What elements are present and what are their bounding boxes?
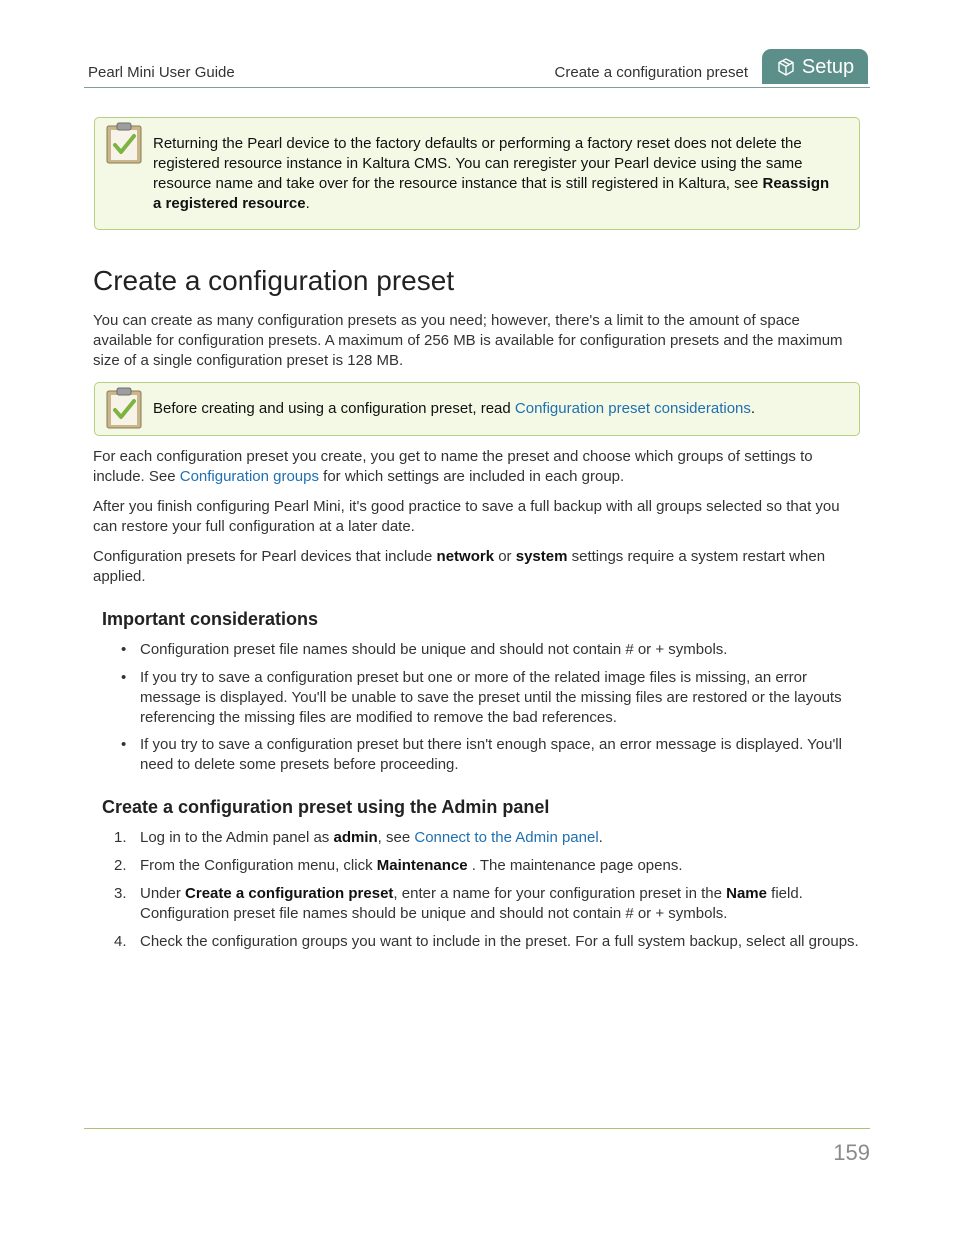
page-header xyxy=(84,48,870,88)
considerations-heading: Important considerations xyxy=(102,609,319,629)
groups-paragraph: For each configuration preset you create, you get to name the preset and choose which groups of settings to include. See Configuration groups for which settings are included in each group. xyxy=(93,448,813,485)
page-title: Create a configuration preset xyxy=(93,265,455,296)
cube-icon xyxy=(776,57,796,77)
footer-divider xyxy=(84,1128,870,1129)
step-item: 4. Check the configuration groups you want to include in the preset. For a full system backup, select all groups. xyxy=(114,933,859,950)
step-item: 3. Under Create a configuration preset, enter a name for your configuration preset in the Name field. Configuration preset file names should be unique and should not contain # or + symbols. xyxy=(114,885,803,922)
preset-considerations-link[interactable]: Configuration preset considerations xyxy=(514,400,751,417)
guide-title: Pearl Mini User Guide xyxy=(88,64,235,81)
step-item: 1. Log in to the Admin panel as admin, see Connect to the Admin panel. xyxy=(114,829,603,846)
page-number: 159 xyxy=(833,1140,870,1165)
step-item: 2. From the Configuration menu, click Maintenance . The maintenance page opens. xyxy=(114,857,683,874)
setup-tab[interactable] xyxy=(762,49,868,84)
note-text: Returning the Pearl device to the factory defaults or performing a factory reset does not delete the registered resource instance in Kaltura CMS. You can reregister your Pearl device using the same resource name and take over for the resource instance that is still registered in Kaltura, see Reassign a registered resource. xyxy=(153,135,830,212)
connect-admin-panel-link[interactable]: Connect to the Admin panel xyxy=(414,829,599,846)
note-box xyxy=(94,117,860,230)
setup-tab-label: Setup xyxy=(801,55,855,78)
restart-paragraph: Configuration presets for Pearl devices that include network or system settings require a system restart when applied. xyxy=(93,548,826,585)
note-box xyxy=(94,382,860,436)
list-item: • If you try to save a configuration preset but there isn't enough space, an error message is displayed. You'll need to delete some presets before proceeding. xyxy=(121,736,842,773)
backup-paragraph: After you finish configuring Pearl Mini, it's good practice to save a full backup with all groups selected so that you can restore your full configuration at a later date. xyxy=(93,498,840,535)
note-text: Before creating and using a configuration preset, read Configuration preset considerations. xyxy=(153,400,756,417)
section-title: Create a configuration preset xyxy=(554,64,748,81)
list-item: • Configuration preset file names should be unique and should not contain # or + symbols. xyxy=(121,641,728,658)
admin-steps-heading: Create a configuration preset using the Admin panel xyxy=(102,797,550,817)
configuration-groups-link[interactable]: Configuration groups xyxy=(179,468,319,485)
list-item: • If you try to save a configuration preset but one or more of the related image files is missing, an error message is displayed. You'll be unable to save the preset until the missing files are restored or the layouts referencing the missing files are modified to remove the bad references. xyxy=(121,669,842,726)
clipboard-check-icon xyxy=(105,121,143,165)
intro-paragraph: You can create as many configuration presets as you need; however, there's a limit to the amount of space available for configuration presets. A maximum of 256 MB is available for configuration presets and the maximum size of a single configuration preset is 128 MB. xyxy=(93,312,843,369)
clipboard-check-icon xyxy=(105,386,143,430)
reassign-resource-ref: Reassign a registered resource xyxy=(153,175,830,212)
